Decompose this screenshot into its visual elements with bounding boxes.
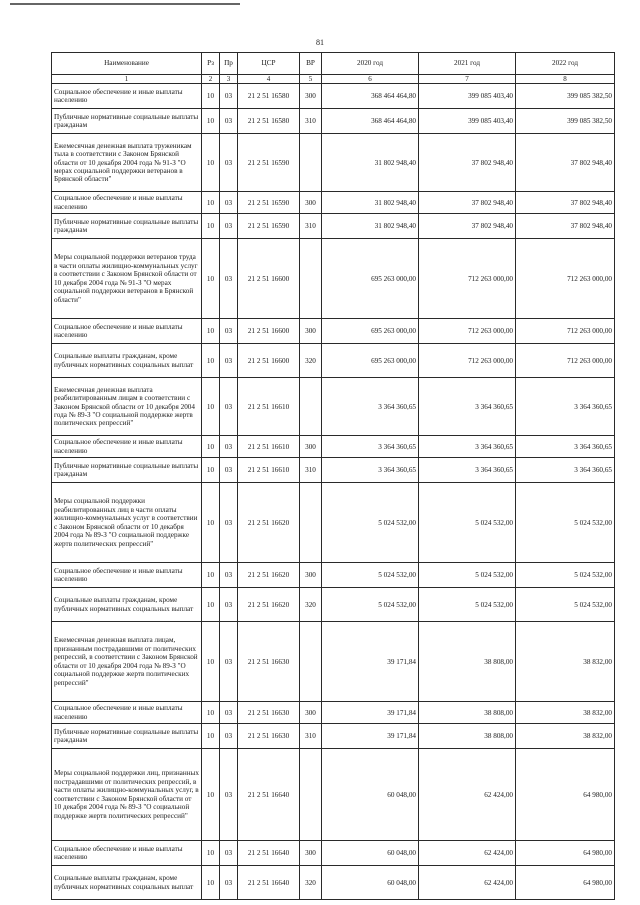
row-rz: 10 xyxy=(202,563,220,588)
row-amount-2021: 37 802 948,40 xyxy=(419,134,516,192)
row-name: Публичные нормативные социальные выплаты гражданам xyxy=(52,214,202,239)
column-number: 4 xyxy=(238,75,300,84)
row-vr: 300 xyxy=(300,84,322,109)
row-amount-2022: 3 364 360,65 xyxy=(516,378,615,436)
row-amount-2021: 5 024 532,00 xyxy=(419,563,516,588)
row-vr: 300 xyxy=(300,563,322,588)
row-vr xyxy=(300,622,322,702)
row-amount-2022: 38 832,00 xyxy=(516,702,615,724)
row-amount-2021: 62 424,00 xyxy=(419,749,516,841)
row-csr: 21 2 51 16630 xyxy=(238,724,300,749)
row-rz: 10 xyxy=(202,588,220,622)
table-row xyxy=(52,192,615,214)
column-number: 1 xyxy=(52,75,202,84)
row-csr: 21 2 51 16640 xyxy=(238,841,300,866)
row-amount-2021: 712 263 000,00 xyxy=(419,239,516,319)
row-pr: 03 xyxy=(220,724,238,749)
header-2020: 2020 год xyxy=(322,53,419,75)
row-name: Меры социальной поддержки ветеранов труда в части оплаты жилищно-коммунальных услуг в соответствии с Законом Брянской области от 10 декабря 2004 года № 91-З "О мерах социальной поддержки ветеранов в Брянской области" xyxy=(52,239,202,319)
row-amount-2022: 712 263 000,00 xyxy=(516,344,615,378)
row-vr xyxy=(300,239,322,319)
column-number: 2 xyxy=(202,75,220,84)
row-amount-2020: 31 802 948,40 xyxy=(322,192,419,214)
row-amount-2021: 38 808,00 xyxy=(419,724,516,749)
row-pr: 03 xyxy=(220,436,238,458)
row-csr: 21 2 51 16590 xyxy=(238,214,300,239)
row-csr: 21 2 51 16610 xyxy=(238,458,300,483)
row-amount-2022: 5 024 532,00 xyxy=(516,483,615,563)
row-rz: 10 xyxy=(202,841,220,866)
row-pr: 03 xyxy=(220,563,238,588)
row-name: Социальное обеспечение и иные выплаты населению xyxy=(52,563,202,588)
row-pr: 03 xyxy=(220,702,238,724)
row-amount-2022: 38 832,00 xyxy=(516,622,615,702)
column-number-row xyxy=(52,75,615,84)
table-body xyxy=(52,84,615,900)
row-amount-2021: 5 024 532,00 xyxy=(419,483,516,563)
table-row xyxy=(52,239,615,319)
row-amount-2022: 38 832,00 xyxy=(516,724,615,749)
row-amount-2020: 60 048,00 xyxy=(322,841,419,866)
table-row xyxy=(52,622,615,702)
row-amount-2020: 3 364 360,65 xyxy=(322,436,419,458)
row-csr: 21 2 51 16600 xyxy=(238,239,300,319)
column-number: 8 xyxy=(516,75,615,84)
row-vr: 310 xyxy=(300,724,322,749)
row-pr: 03 xyxy=(220,841,238,866)
table-row xyxy=(52,344,615,378)
row-amount-2022: 3 364 360,65 xyxy=(516,458,615,483)
row-csr: 21 2 51 16610 xyxy=(238,378,300,436)
row-amount-2022: 712 263 000,00 xyxy=(516,319,615,344)
row-csr: 21 2 51 16620 xyxy=(238,563,300,588)
row-rz: 10 xyxy=(202,866,220,900)
row-amount-2022: 5 024 532,00 xyxy=(516,563,615,588)
row-csr: 21 2 51 16620 xyxy=(238,588,300,622)
row-amount-2022: 3 364 360,65 xyxy=(516,436,615,458)
table-row xyxy=(52,378,615,436)
row-csr: 21 2 51 16590 xyxy=(238,192,300,214)
header-name: Наименование xyxy=(52,53,202,75)
row-vr xyxy=(300,378,322,436)
row-pr: 03 xyxy=(220,866,238,900)
row-amount-2021: 399 085 403,40 xyxy=(419,109,516,134)
row-amount-2021: 38 808,00 xyxy=(419,702,516,724)
row-amount-2021: 37 802 948,40 xyxy=(419,214,516,239)
row-amount-2020: 3 364 360,65 xyxy=(322,378,419,436)
row-rz: 10 xyxy=(202,436,220,458)
row-vr: 320 xyxy=(300,866,322,900)
column-number: 7 xyxy=(419,75,516,84)
row-pr: 03 xyxy=(220,344,238,378)
row-rz: 10 xyxy=(202,749,220,841)
row-rz: 10 xyxy=(202,84,220,109)
row-name: Социальное обеспечение и иные выплаты населению xyxy=(52,436,202,458)
row-name: Социальные выплаты гражданам, кроме публичных нормативных социальных выплат xyxy=(52,866,202,900)
row-amount-2021: 5 024 532,00 xyxy=(419,588,516,622)
row-pr: 03 xyxy=(220,239,238,319)
row-rz: 10 xyxy=(202,378,220,436)
row-name: Меры социальной поддержки реабилитированных лиц в части оплаты жилищно-коммунальных услуг в соответствии с Законом Брянской области от 10 декабря 2004 года № 89-З "О социальной поддержке жертв политических репрессий" xyxy=(52,483,202,563)
row-vr: 300 xyxy=(300,192,322,214)
row-vr xyxy=(300,749,322,841)
row-pr: 03 xyxy=(220,458,238,483)
row-name: Социальное обеспечение и иные выплаты населению xyxy=(52,702,202,724)
row-name: Ежемесячная денежная выплата лицам, признанным пострадавшими от политических репрессий, в соответствии с Законом Брянской области от 10 декабря 2004 года № 89-З "О социальной поддержке жертв политических репрессий" xyxy=(52,622,202,702)
row-pr: 03 xyxy=(220,109,238,134)
row-name: Социальное обеспечение и иные выплаты населению xyxy=(52,84,202,109)
table-row xyxy=(52,214,615,239)
row-amount-2020: 60 048,00 xyxy=(322,749,419,841)
row-pr: 03 xyxy=(220,134,238,192)
row-vr xyxy=(300,134,322,192)
table-row xyxy=(52,841,615,866)
row-vr: 310 xyxy=(300,458,322,483)
header-pr: Пр xyxy=(220,53,238,75)
row-amount-2020: 695 263 000,00 xyxy=(322,239,419,319)
row-amount-2022: 37 802 948,40 xyxy=(516,214,615,239)
header-csr: ЦСР xyxy=(238,53,300,75)
row-csr: 21 2 51 16580 xyxy=(238,84,300,109)
table-row xyxy=(52,724,615,749)
row-rz: 10 xyxy=(202,239,220,319)
row-vr: 300 xyxy=(300,702,322,724)
row-rz: 10 xyxy=(202,192,220,214)
row-pr: 03 xyxy=(220,749,238,841)
row-rz: 10 xyxy=(202,458,220,483)
row-csr: 21 2 51 16600 xyxy=(238,344,300,378)
row-vr: 310 xyxy=(300,109,322,134)
row-csr: 21 2 51 16620 xyxy=(238,483,300,563)
budget-table xyxy=(51,52,615,900)
row-amount-2021: 38 808,00 xyxy=(419,622,516,702)
row-amount-2020: 5 024 532,00 xyxy=(322,483,419,563)
row-amount-2020: 60 048,00 xyxy=(322,866,419,900)
row-rz: 10 xyxy=(202,702,220,724)
row-amount-2020: 3 364 360,65 xyxy=(322,458,419,483)
row-rz: 10 xyxy=(202,214,220,239)
table-row xyxy=(52,702,615,724)
column-number: 5 xyxy=(300,75,322,84)
row-name: Ежемесячная денежная выплата труженикам тыла в соответствии с Законом Брянской области от 10 декабря 2004 года № 91-З "О мерах социальной поддержки ветеранов в Брянской области" xyxy=(52,134,202,192)
row-amount-2022: 5 024 532,00 xyxy=(516,588,615,622)
row-pr: 03 xyxy=(220,378,238,436)
row-amount-2021: 712 263 000,00 xyxy=(419,319,516,344)
row-amount-2020: 695 263 000,00 xyxy=(322,344,419,378)
row-name: Меры социальной поддержки лиц, признанных пострадавшими от политических репрессий, в части оплаты жилищно-коммунальных услуг, в соответствии с Законом Брянской области от 10 декабря 2004 года № 89-З "О социальной поддержке жертв политических репрессий" xyxy=(52,749,202,841)
row-vr: 300 xyxy=(300,319,322,344)
row-amount-2020: 39 171,84 xyxy=(322,622,419,702)
header-row xyxy=(52,53,615,75)
row-pr: 03 xyxy=(220,192,238,214)
row-amount-2022: 399 085 382,50 xyxy=(516,109,615,134)
row-amount-2020: 39 171,84 xyxy=(322,702,419,724)
top-rule xyxy=(10,3,240,5)
row-csr: 21 2 51 16640 xyxy=(238,866,300,900)
table-row xyxy=(52,563,615,588)
page-number: 81 xyxy=(316,38,324,47)
row-amount-2022: 64 980,00 xyxy=(516,749,615,841)
row-amount-2021: 712 263 000,00 xyxy=(419,344,516,378)
row-amount-2020: 39 171,84 xyxy=(322,724,419,749)
row-csr: 21 2 51 16610 xyxy=(238,436,300,458)
row-csr: 21 2 51 16600 xyxy=(238,319,300,344)
row-amount-2020: 5 024 532,00 xyxy=(322,588,419,622)
row-pr: 03 xyxy=(220,214,238,239)
row-amount-2022: 399 085 382,50 xyxy=(516,84,615,109)
row-amount-2020: 31 802 948,40 xyxy=(322,214,419,239)
row-csr: 21 2 51 16590 xyxy=(238,134,300,192)
row-amount-2020: 368 464 464,80 xyxy=(322,84,419,109)
row-vr: 320 xyxy=(300,344,322,378)
row-rz: 10 xyxy=(202,622,220,702)
row-rz: 10 xyxy=(202,724,220,749)
row-name: Социальные выплаты гражданам, кроме публичных нормативных социальных выплат xyxy=(52,344,202,378)
row-vr xyxy=(300,483,322,563)
row-amount-2021: 62 424,00 xyxy=(419,866,516,900)
row-rz: 10 xyxy=(202,483,220,563)
row-rz: 10 xyxy=(202,134,220,192)
row-amount-2021: 37 802 948,40 xyxy=(419,192,516,214)
table-row xyxy=(52,866,615,900)
table-row xyxy=(52,483,615,563)
row-vr: 300 xyxy=(300,841,322,866)
row-rz: 10 xyxy=(202,319,220,344)
row-amount-2021: 62 424,00 xyxy=(419,841,516,866)
row-amount-2021: 3 364 360,65 xyxy=(419,436,516,458)
header-2021: 2021 год xyxy=(419,53,516,75)
row-amount-2022: 712 263 000,00 xyxy=(516,239,615,319)
header-rz: Рз xyxy=(202,53,220,75)
row-rz: 10 xyxy=(202,344,220,378)
row-name: Ежемесячная денежная выплата реабилитированным лицам в соответствии с Законом Брянской области от 10 декабря 2004 года № 89-З "О социальной поддержке жертв политических репрессий" xyxy=(52,378,202,436)
row-amount-2022: 64 980,00 xyxy=(516,866,615,900)
row-rz: 10 xyxy=(202,109,220,134)
row-name: Социальные выплаты гражданам, кроме публичных нормативных социальных выплат xyxy=(52,588,202,622)
row-name: Публичные нормативные социальные выплаты гражданам xyxy=(52,458,202,483)
row-amount-2020: 695 263 000,00 xyxy=(322,319,419,344)
row-pr: 03 xyxy=(220,483,238,563)
table-row xyxy=(52,134,615,192)
row-amount-2022: 37 802 948,40 xyxy=(516,134,615,192)
table-row xyxy=(52,458,615,483)
row-csr: 21 2 51 16630 xyxy=(238,622,300,702)
table-row xyxy=(52,436,615,458)
column-number: 3 xyxy=(220,75,238,84)
row-pr: 03 xyxy=(220,588,238,622)
row-name: Социальное обеспечение и иные выплаты населению xyxy=(52,192,202,214)
table-row xyxy=(52,109,615,134)
table-row xyxy=(52,749,615,841)
row-pr: 03 xyxy=(220,319,238,344)
row-amount-2020: 5 024 532,00 xyxy=(322,563,419,588)
row-amount-2021: 3 364 360,65 xyxy=(419,378,516,436)
column-number: 6 xyxy=(322,75,419,84)
row-amount-2020: 368 464 464,80 xyxy=(322,109,419,134)
table-row xyxy=(52,319,615,344)
row-name: Публичные нормативные социальные выплаты гражданам xyxy=(52,724,202,749)
row-pr: 03 xyxy=(220,84,238,109)
row-name: Публичные нормативные социальные выплаты гражданам xyxy=(52,109,202,134)
row-vr: 320 xyxy=(300,588,322,622)
row-amount-2022: 37 802 948,40 xyxy=(516,192,615,214)
row-amount-2021: 399 085 403,40 xyxy=(419,84,516,109)
row-amount-2022: 64 980,00 xyxy=(516,841,615,866)
row-csr: 21 2 51 16580 xyxy=(238,109,300,134)
table-row xyxy=(52,84,615,109)
row-vr: 300 xyxy=(300,436,322,458)
row-name: Социальное обеспечение и иные выплаты населению xyxy=(52,319,202,344)
row-pr: 03 xyxy=(220,622,238,702)
table-row xyxy=(52,588,615,622)
row-csr: 21 2 51 16630 xyxy=(238,702,300,724)
row-vr: 310 xyxy=(300,214,322,239)
row-amount-2020: 31 802 948,40 xyxy=(322,134,419,192)
row-csr: 21 2 51 16640 xyxy=(238,749,300,841)
header-2022: 2022 год xyxy=(516,53,615,75)
row-amount-2021: 3 364 360,65 xyxy=(419,458,516,483)
header-vr: ВР xyxy=(300,53,322,75)
row-name: Социальное обеспечение и иные выплаты населению xyxy=(52,841,202,866)
